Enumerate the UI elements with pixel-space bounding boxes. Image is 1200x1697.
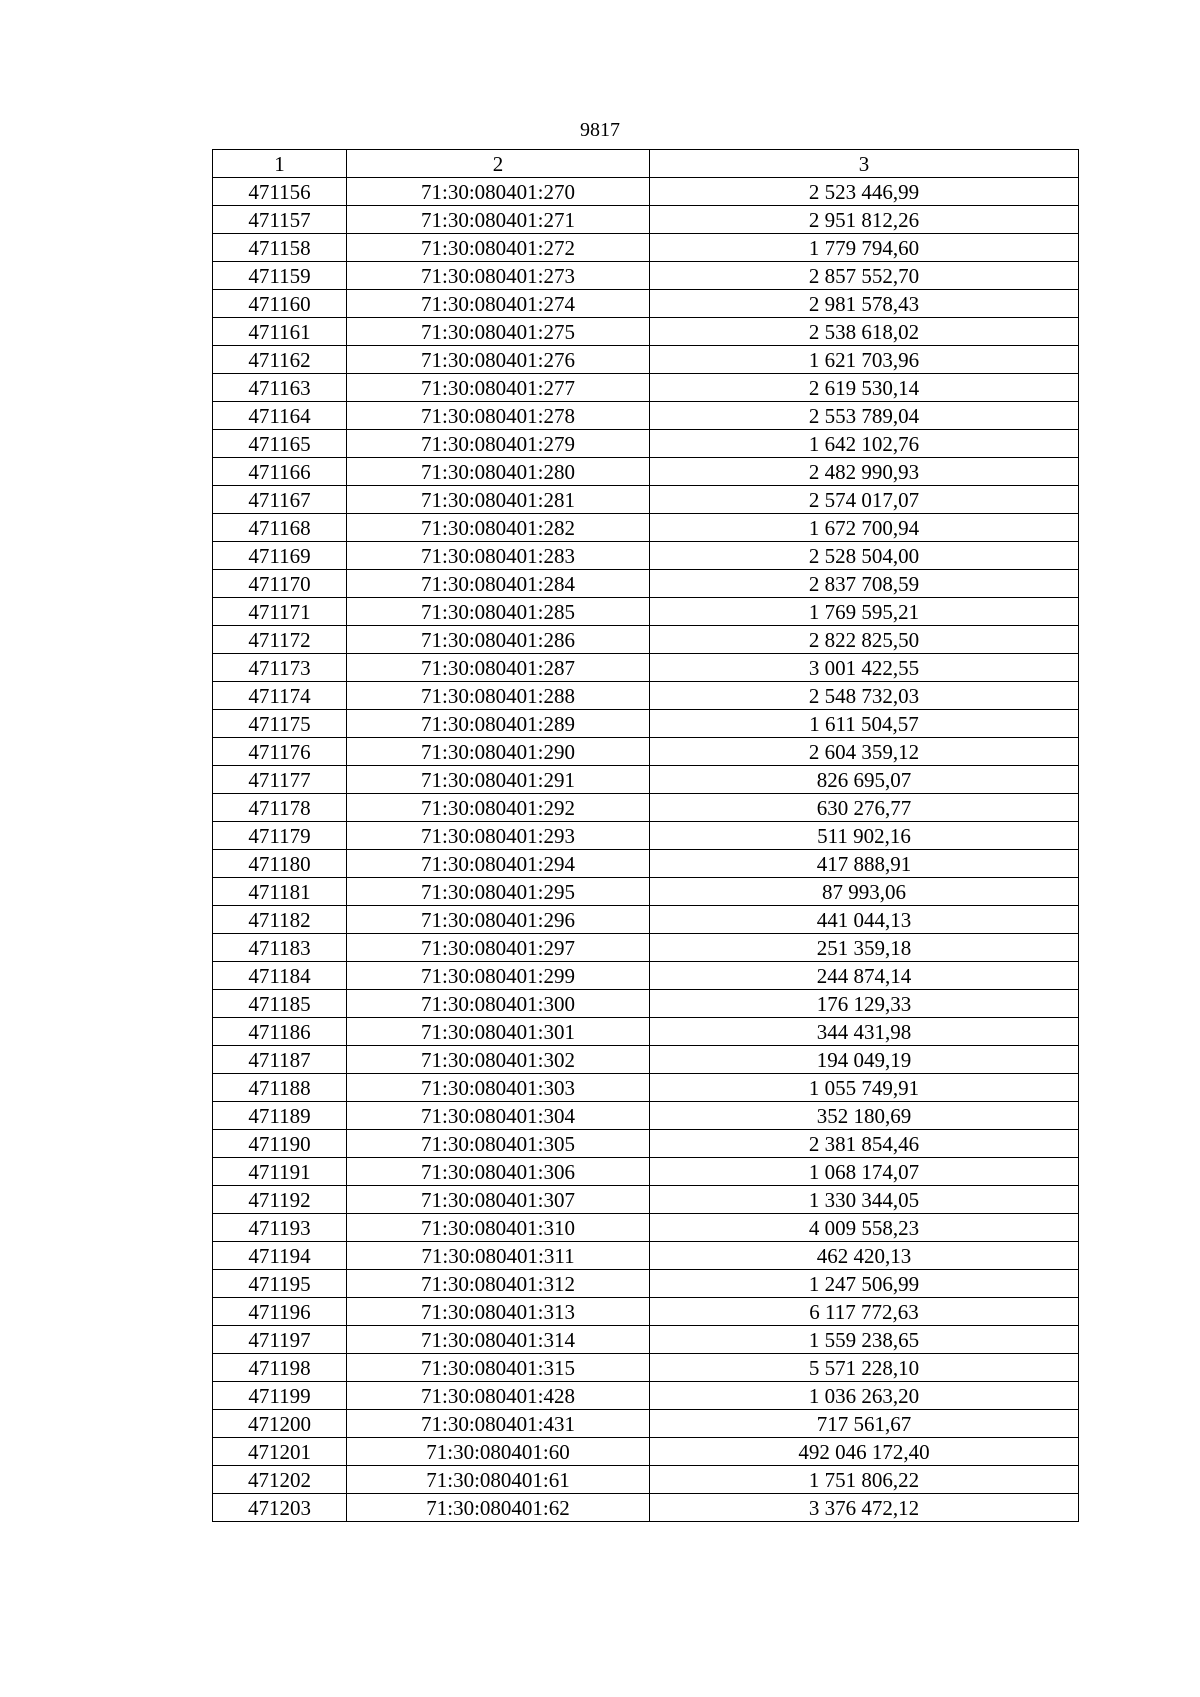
cadastral-number-cell: 71:30:080401:286	[347, 626, 650, 654]
table-row	[213, 234, 1079, 262]
value-cell: 2 553 789,04	[650, 402, 1079, 430]
value-cell: 511 902,16	[650, 822, 1079, 850]
row-number-cell: 471180	[213, 850, 347, 878]
row-number-cell: 471200	[213, 1410, 347, 1438]
table-row	[213, 206, 1079, 234]
table-row	[213, 430, 1079, 458]
column-header-1: 1	[213, 150, 347, 178]
table-row	[213, 1466, 1079, 1494]
table-row	[213, 1158, 1079, 1186]
cadastral-number-cell: 71:30:080401:294	[347, 850, 650, 878]
table-row	[213, 1102, 1079, 1130]
table-row	[213, 1382, 1079, 1410]
value-cell: 352 180,69	[650, 1102, 1079, 1130]
table-row	[213, 318, 1079, 346]
row-number-cell: 471182	[213, 906, 347, 934]
row-number-cell: 471189	[213, 1102, 347, 1130]
value-cell: 2 619 530,14	[650, 374, 1079, 402]
table-row	[213, 1074, 1079, 1102]
table-row	[213, 1018, 1079, 1046]
table-row	[213, 710, 1079, 738]
table-row	[213, 458, 1079, 486]
table-row	[213, 682, 1079, 710]
value-cell: 417 888,91	[650, 850, 1079, 878]
column-header-2: 2	[347, 150, 650, 178]
row-number-cell: 471157	[213, 206, 347, 234]
row-number-cell: 471165	[213, 430, 347, 458]
row-number-cell: 471190	[213, 1130, 347, 1158]
cadastral-number-cell: 71:30:080401:290	[347, 738, 650, 766]
value-cell: 2 951 812,26	[650, 206, 1079, 234]
table-row	[213, 178, 1079, 206]
row-number-cell: 471199	[213, 1382, 347, 1410]
value-cell: 87 993,06	[650, 878, 1079, 906]
cadastral-number-cell: 71:30:080401:275	[347, 318, 650, 346]
row-number-cell: 471178	[213, 794, 347, 822]
value-cell: 2 822 825,50	[650, 626, 1079, 654]
cadastral-number-cell: 71:30:080401:272	[347, 234, 650, 262]
row-number-cell: 471174	[213, 682, 347, 710]
table-row	[213, 290, 1079, 318]
row-number-cell: 471161	[213, 318, 347, 346]
page-number	[0, 118, 1200, 142]
row-number-cell: 471158	[213, 234, 347, 262]
row-number-cell: 471191	[213, 1158, 347, 1186]
cadastral-number-cell: 71:30:080401:280	[347, 458, 650, 486]
table-row	[213, 374, 1079, 402]
cadastral-number-cell: 71:30:080401:62	[347, 1494, 650, 1522]
cadastral-number-cell: 71:30:080401:311	[347, 1242, 650, 1270]
cadastral-number-cell: 71:30:080401:428	[347, 1382, 650, 1410]
table-row	[213, 626, 1079, 654]
value-cell: 2 857 552,70	[650, 262, 1079, 290]
row-number-cell: 471188	[213, 1074, 347, 1102]
row-number-cell: 471198	[213, 1354, 347, 1382]
value-cell: 462 420,13	[650, 1242, 1079, 1270]
row-number-cell: 471202	[213, 1466, 347, 1494]
table-row	[213, 934, 1079, 962]
cadastral-number-cell: 71:30:080401:313	[347, 1298, 650, 1326]
row-number-cell: 471163	[213, 374, 347, 402]
table-row	[213, 1270, 1079, 1298]
value-cell: 1 751 806,22	[650, 1466, 1079, 1494]
row-number-cell: 471170	[213, 570, 347, 598]
cadastral-number-cell: 71:30:080401:277	[347, 374, 650, 402]
table-row	[213, 598, 1079, 626]
table-row	[213, 1494, 1079, 1522]
value-cell: 194 049,19	[650, 1046, 1079, 1074]
row-number-cell: 471186	[213, 1018, 347, 1046]
column-header-3: 3	[650, 150, 1079, 178]
table-row	[213, 1130, 1079, 1158]
cadastral-number-cell: 71:30:080401:315	[347, 1354, 650, 1382]
table-row	[213, 570, 1079, 598]
cadastral-number-cell: 71:30:080401:279	[347, 430, 650, 458]
row-number-cell: 471192	[213, 1186, 347, 1214]
value-cell: 2 523 446,99	[650, 178, 1079, 206]
value-cell: 344 431,98	[650, 1018, 1079, 1046]
value-cell: 2 548 732,03	[650, 682, 1079, 710]
table-row	[213, 1046, 1079, 1074]
table-row	[213, 346, 1079, 374]
cadastral-number-cell: 71:30:080401:312	[347, 1270, 650, 1298]
cadastral-number-cell: 71:30:080401:304	[347, 1102, 650, 1130]
row-number-cell: 471203	[213, 1494, 347, 1522]
row-number-cell: 471196	[213, 1298, 347, 1326]
value-cell: 630 276,77	[650, 794, 1079, 822]
table-row	[213, 654, 1079, 682]
cadastral-number-cell: 71:30:080401:284	[347, 570, 650, 598]
row-number-cell: 471173	[213, 654, 347, 682]
table-header-row	[213, 150, 1079, 178]
value-cell: 4 009 558,23	[650, 1214, 1079, 1242]
value-cell: 1 642 102,76	[650, 430, 1079, 458]
value-cell: 5 571 228,10	[650, 1354, 1079, 1382]
value-cell: 2 574 017,07	[650, 486, 1079, 514]
cadastral-number-cell: 71:30:080401:271	[347, 206, 650, 234]
cadastral-number-cell: 71:30:080401:285	[347, 598, 650, 626]
value-cell: 1 055 749,91	[650, 1074, 1079, 1102]
value-cell: 2 482 990,93	[650, 458, 1079, 486]
table-row	[213, 402, 1079, 430]
table-row	[213, 1326, 1079, 1354]
row-number-cell: 471164	[213, 402, 347, 430]
cadastral-number-cell: 71:30:080401:293	[347, 822, 650, 850]
row-number-cell: 471183	[213, 934, 347, 962]
row-number-cell: 471195	[213, 1270, 347, 1298]
table-row	[213, 542, 1079, 570]
value-cell: 244 874,14	[650, 962, 1079, 990]
cadastral-number-cell: 71:30:080401:274	[347, 290, 650, 318]
table-row	[213, 766, 1079, 794]
row-number-cell: 471171	[213, 598, 347, 626]
value-cell: 1 611 504,57	[650, 710, 1079, 738]
cadastral-number-cell: 71:30:080401:296	[347, 906, 650, 934]
cadastral-number-cell: 71:30:080401:295	[347, 878, 650, 906]
row-number-cell: 471162	[213, 346, 347, 374]
table-row	[213, 1186, 1079, 1214]
row-number-cell: 471185	[213, 990, 347, 1018]
cadastral-number-cell: 71:30:080401:431	[347, 1410, 650, 1438]
row-number-cell: 471175	[213, 710, 347, 738]
value-cell: 826 695,07	[650, 766, 1079, 794]
table-row	[213, 990, 1079, 1018]
row-number-cell: 471167	[213, 486, 347, 514]
value-cell: 717 561,67	[650, 1410, 1079, 1438]
cadastral-number-cell: 71:30:080401:289	[347, 710, 650, 738]
row-number-cell: 471201	[213, 1438, 347, 1466]
value-cell: 1 036 263,20	[650, 1382, 1079, 1410]
cadastral-number-cell: 71:30:080401:61	[347, 1466, 650, 1494]
cadastral-number-cell: 71:30:080401:273	[347, 262, 650, 290]
cadastral-number-cell: 71:30:080401:282	[347, 514, 650, 542]
cadastral-number-cell: 71:30:080401:288	[347, 682, 650, 710]
cadastral-number-cell: 71:30:080401:300	[347, 990, 650, 1018]
row-number-cell: 471181	[213, 878, 347, 906]
cadastral-number-cell: 71:30:080401:270	[347, 178, 650, 206]
value-cell: 3 001 422,55	[650, 654, 1079, 682]
value-cell: 2 528 504,00	[650, 542, 1079, 570]
cadastral-number-cell: 71:30:080401:299	[347, 962, 650, 990]
row-number-cell: 471197	[213, 1326, 347, 1354]
value-cell: 492 046 172,40	[650, 1438, 1079, 1466]
row-number-cell: 471179	[213, 822, 347, 850]
table-row	[213, 262, 1079, 290]
row-number-cell: 471156	[213, 178, 347, 206]
value-cell: 1 247 506,99	[650, 1270, 1079, 1298]
value-cell: 3 376 472,12	[650, 1494, 1079, 1522]
table-row	[213, 794, 1079, 822]
row-number-cell: 471177	[213, 766, 347, 794]
value-cell: 1 779 794,60	[650, 234, 1079, 262]
row-number-cell: 471169	[213, 542, 347, 570]
cadastral-number-cell: 71:30:080401:281	[347, 486, 650, 514]
row-number-cell: 471159	[213, 262, 347, 290]
cadastral-number-cell: 71:30:080401:305	[347, 1130, 650, 1158]
table-row	[213, 1214, 1079, 1242]
table-row	[213, 1410, 1079, 1438]
cadastral-number-cell: 71:30:080401:287	[347, 654, 650, 682]
table-row	[213, 878, 1079, 906]
row-number-cell: 471194	[213, 1242, 347, 1270]
value-cell: 1 769 595,21	[650, 598, 1079, 626]
table-row	[213, 1298, 1079, 1326]
value-cell: 2 381 854,46	[650, 1130, 1079, 1158]
cadastral-number-cell: 71:30:080401:307	[347, 1186, 650, 1214]
value-cell: 2 604 359,12	[650, 738, 1079, 766]
cadastral-number-cell: 71:30:080401:310	[347, 1214, 650, 1242]
cadastral-number-cell: 71:30:080401:301	[347, 1018, 650, 1046]
table-row	[213, 962, 1079, 990]
value-cell: 2 538 618,02	[650, 318, 1079, 346]
cadastral-number-cell: 71:30:080401:278	[347, 402, 650, 430]
row-number-cell: 471166	[213, 458, 347, 486]
table-row	[213, 514, 1079, 542]
cadastral-number-cell: 71:30:080401:303	[347, 1074, 650, 1102]
value-cell: 1 559 238,65	[650, 1326, 1079, 1354]
cadastral-number-cell: 71:30:080401:306	[347, 1158, 650, 1186]
table-row	[213, 850, 1079, 878]
table-row	[213, 1354, 1079, 1382]
cadastral-number-cell: 71:30:080401:291	[347, 766, 650, 794]
table-body	[213, 178, 1079, 1522]
value-cell: 6 117 772,63	[650, 1298, 1079, 1326]
row-number-cell: 471160	[213, 290, 347, 318]
row-number-cell: 471187	[213, 1046, 347, 1074]
cadastral-number-cell: 71:30:080401:314	[347, 1326, 650, 1354]
value-cell: 441 044,13	[650, 906, 1079, 934]
row-number-cell: 471172	[213, 626, 347, 654]
table-row	[213, 1438, 1079, 1466]
row-number-cell: 471168	[213, 514, 347, 542]
table-row	[213, 738, 1079, 766]
row-number-cell: 471193	[213, 1214, 347, 1242]
cadastral-number-cell: 71:30:080401:283	[347, 542, 650, 570]
table-row	[213, 486, 1079, 514]
value-cell: 1 330 344,05	[650, 1186, 1079, 1214]
table-row	[213, 906, 1079, 934]
value-cell: 1 068 174,07	[650, 1158, 1079, 1186]
data-table	[212, 149, 1079, 1522]
cadastral-number-cell: 71:30:080401:292	[347, 794, 650, 822]
value-cell: 2 837 708,59	[650, 570, 1079, 598]
row-number-cell: 471184	[213, 962, 347, 990]
value-cell: 251 359,18	[650, 934, 1079, 962]
cadastral-number-cell: 71:30:080401:60	[347, 1438, 650, 1466]
cadastral-number-cell: 71:30:080401:276	[347, 346, 650, 374]
cadastral-number-cell: 71:30:080401:297	[347, 934, 650, 962]
value-cell: 2 981 578,43	[650, 290, 1079, 318]
page-number-text: 9817	[580, 119, 620, 141]
value-cell: 1 672 700,94	[650, 514, 1079, 542]
cadastral-number-cell: 71:30:080401:302	[347, 1046, 650, 1074]
value-cell: 176 129,33	[650, 990, 1079, 1018]
table-row	[213, 1242, 1079, 1270]
row-number-cell: 471176	[213, 738, 347, 766]
value-cell: 1 621 703,96	[650, 346, 1079, 374]
table-row	[213, 822, 1079, 850]
